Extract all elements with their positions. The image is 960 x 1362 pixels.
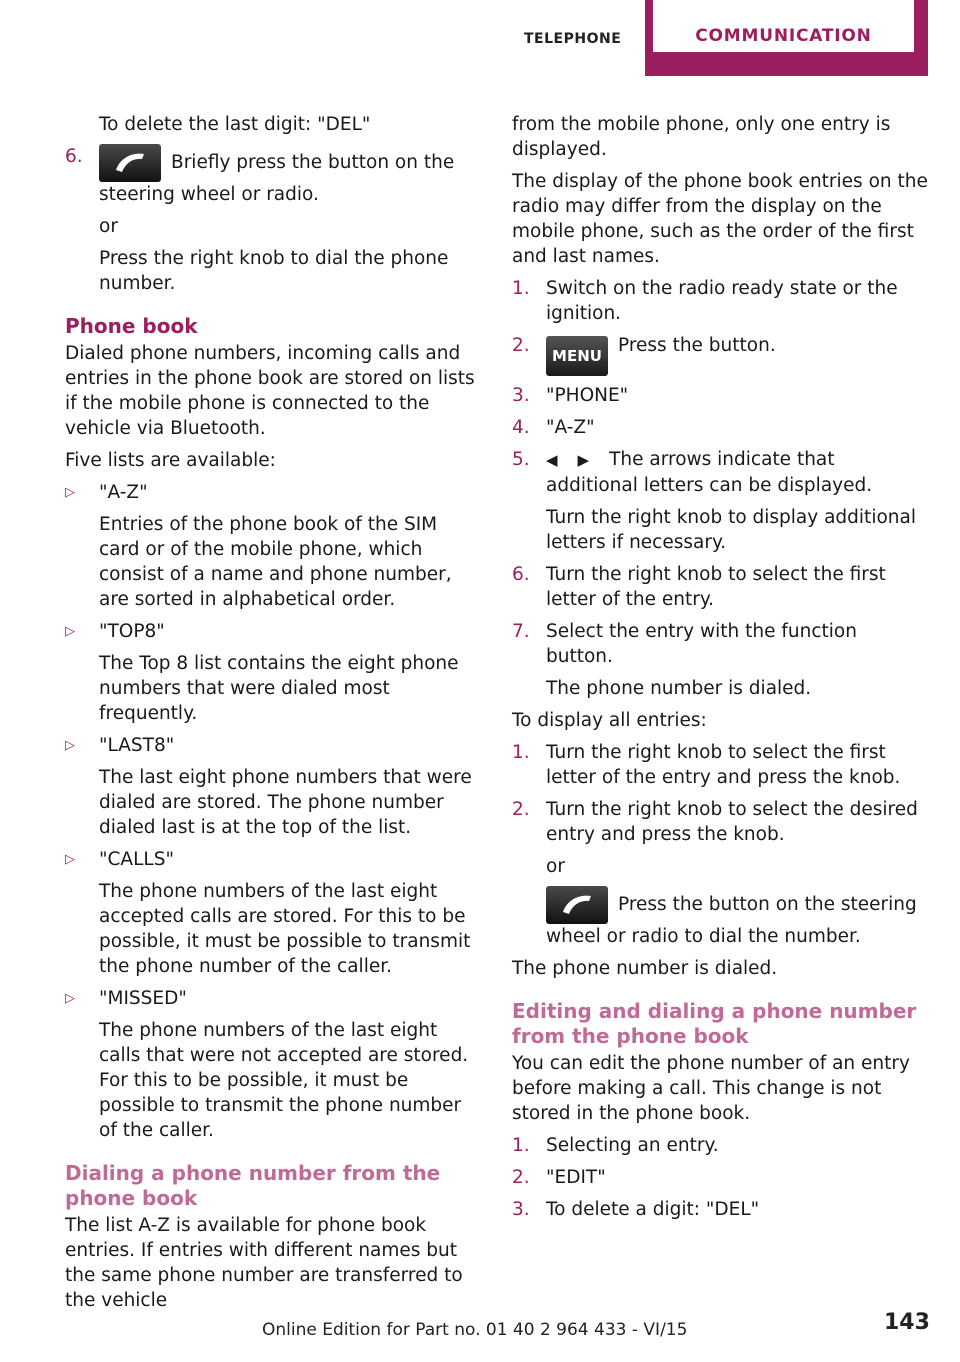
chapter-tab xyxy=(645,0,928,76)
step-number: 6. xyxy=(65,146,83,167)
step-or: or xyxy=(546,856,565,877)
phonebook-lists-intro: Five lists are available: xyxy=(65,450,276,471)
step-number: 2. xyxy=(512,799,530,820)
editing-paragraph: You can edit the phone number of an entry before making a call. This change is not stored in the phone book. xyxy=(512,1053,910,1124)
step-text: Switch on the radio ready state or the ignition. xyxy=(546,278,898,324)
step-2 xyxy=(512,797,928,949)
step-7 xyxy=(512,619,928,701)
list-title: "MISSED" xyxy=(99,988,187,1009)
step-number: 1. xyxy=(512,742,530,763)
step-1 xyxy=(512,740,928,790)
triangle-bullet-icon: ▷ xyxy=(65,485,75,500)
list-item xyxy=(65,733,481,840)
section-title: TELEPHONE xyxy=(524,31,622,47)
arrow-left-icon: ◀ xyxy=(546,451,558,469)
list-desc: The phone numbers of the last eight accepted calls are stored. For this to be possible, it must be possible to transmit the phone number of the caller. xyxy=(99,881,471,977)
list-title: "A-Z" xyxy=(99,482,148,503)
step-6 xyxy=(512,562,928,612)
triangle-bullet-icon: ▷ xyxy=(65,624,75,639)
step-number: 3. xyxy=(512,385,530,406)
step-number: 3. xyxy=(512,1199,530,1220)
step-number: 1. xyxy=(512,278,530,299)
display-paragraph: The display of the phone book entries on the radio may differ from the display on the mobile phone, such as the order of the first and last names. xyxy=(512,171,928,267)
list-title: "CALLS" xyxy=(99,849,174,870)
phonebook-paragraph: Dialed phone numbers, incoming calls and entries in the phone book are stored on lists if the mobile phone is connected to the vehicle via Bluetooth. xyxy=(65,343,475,439)
list-item xyxy=(65,847,481,979)
arrow-right-icon: ▶ xyxy=(577,451,590,469)
triangle-bullet-icon: ▷ xyxy=(65,738,75,753)
dialing-paragraph: The list A-Z is available for phone book entries. If entries with different names but the same phone number are transferred to the vehicle xyxy=(65,1215,463,1311)
left-column xyxy=(65,112,481,1320)
list-desc: The phone numbers of the last eight calls that were not accepted are stored. For this to be possible, it must be possible to transmit the phone number of the caller. xyxy=(99,1020,469,1141)
phone-button-icon xyxy=(546,886,608,924)
step-text: Select the entry with the function button. xyxy=(546,621,857,667)
step-number: 4. xyxy=(512,417,530,438)
phone-button-icon xyxy=(99,144,161,182)
step-alt: Press the right knob to dial the phone number. xyxy=(99,248,449,294)
list-desc: The last eight phone numbers that were dialed are stored. The phone number dialed last is at the top of the list. xyxy=(99,767,472,838)
step-alt: Press the button on the steering wheel or radio to dial the number. xyxy=(546,894,917,947)
triangle-bullet-icon: ▷ xyxy=(65,852,75,867)
step-1 xyxy=(512,1133,928,1158)
step-3 xyxy=(512,383,928,408)
step-6 xyxy=(65,144,481,296)
dialed-line: The phone number is dialed. xyxy=(512,958,778,979)
step-sub: The phone number is dialed. xyxy=(546,678,812,699)
step-number: 2. xyxy=(512,335,530,356)
list-desc: The Top 8 list contains the eight phone numbers that were dialed most frequently. xyxy=(99,653,459,724)
step-2 xyxy=(512,1165,928,1190)
right-column xyxy=(512,112,928,1229)
step-or: or xyxy=(99,216,118,237)
step-number: 5. xyxy=(512,449,530,470)
step-text: Press the button. xyxy=(618,335,776,356)
chapter-title: COMMUNICATION xyxy=(695,26,872,46)
step-number: 7. xyxy=(512,621,530,642)
step-number: 1. xyxy=(512,1135,530,1156)
list-item xyxy=(65,619,481,726)
step-text: Briefly press the button on the steering wheel or radio. xyxy=(99,152,455,205)
display-all-line: To display all entries: xyxy=(512,710,707,731)
step-number: 2. xyxy=(512,1167,530,1188)
step-3 xyxy=(512,1197,928,1222)
editing-heading: Editing and dialing a phone number from the phone book xyxy=(512,999,917,1048)
step-text: The arrows indicate that additional letters can be displayed. xyxy=(546,449,873,496)
triangle-bullet-icon: ▷ xyxy=(65,991,75,1006)
step-text: "PHONE" xyxy=(546,385,629,406)
list-desc: Entries of the phone book of the SIM card or of the mobile phone, which consist of a name and phone number, are sorted in alphabetical order. xyxy=(99,514,452,610)
list-title: "LAST8" xyxy=(99,735,175,756)
step-1 xyxy=(512,276,928,326)
step-sub: Turn the right knob to display additional letters if necessary. xyxy=(546,507,916,553)
step-text: Selecting an entry. xyxy=(546,1135,719,1156)
step-text: Turn the right knob to select the first letter of the entry and press the knob. xyxy=(546,742,901,788)
step-number: 6. xyxy=(512,564,530,585)
list-item xyxy=(65,986,481,1143)
step-text: To delete a digit: "DEL" xyxy=(546,1199,760,1220)
list-item xyxy=(65,480,481,612)
step-5 xyxy=(512,447,928,555)
step-text: "A-Z" xyxy=(546,417,595,438)
step-text: Turn the right knob to select the first letter of the entry. xyxy=(546,564,886,610)
menu-button-icon: MENU xyxy=(546,336,608,376)
step-4 xyxy=(512,415,928,440)
continued-paragraph: from the mobile phone, only one entry is displayed. xyxy=(512,114,891,160)
intro-line: To delete the last digit: "DEL" xyxy=(99,114,371,135)
step-text: Turn the right knob to select the desired entry and press the knob. xyxy=(546,799,918,845)
list-title: "TOP8" xyxy=(99,621,165,642)
step-2 xyxy=(512,333,928,376)
edition-info: Online Edition for Part no. 01 40 2 964 433 - VI/15 xyxy=(262,1320,688,1340)
dialing-heading: Dialing a phone number from the phone book xyxy=(65,1161,441,1210)
phonebook-heading: Phone book xyxy=(65,314,198,338)
step-text: "EDIT" xyxy=(546,1167,606,1188)
page-number: 143 xyxy=(884,1310,930,1335)
